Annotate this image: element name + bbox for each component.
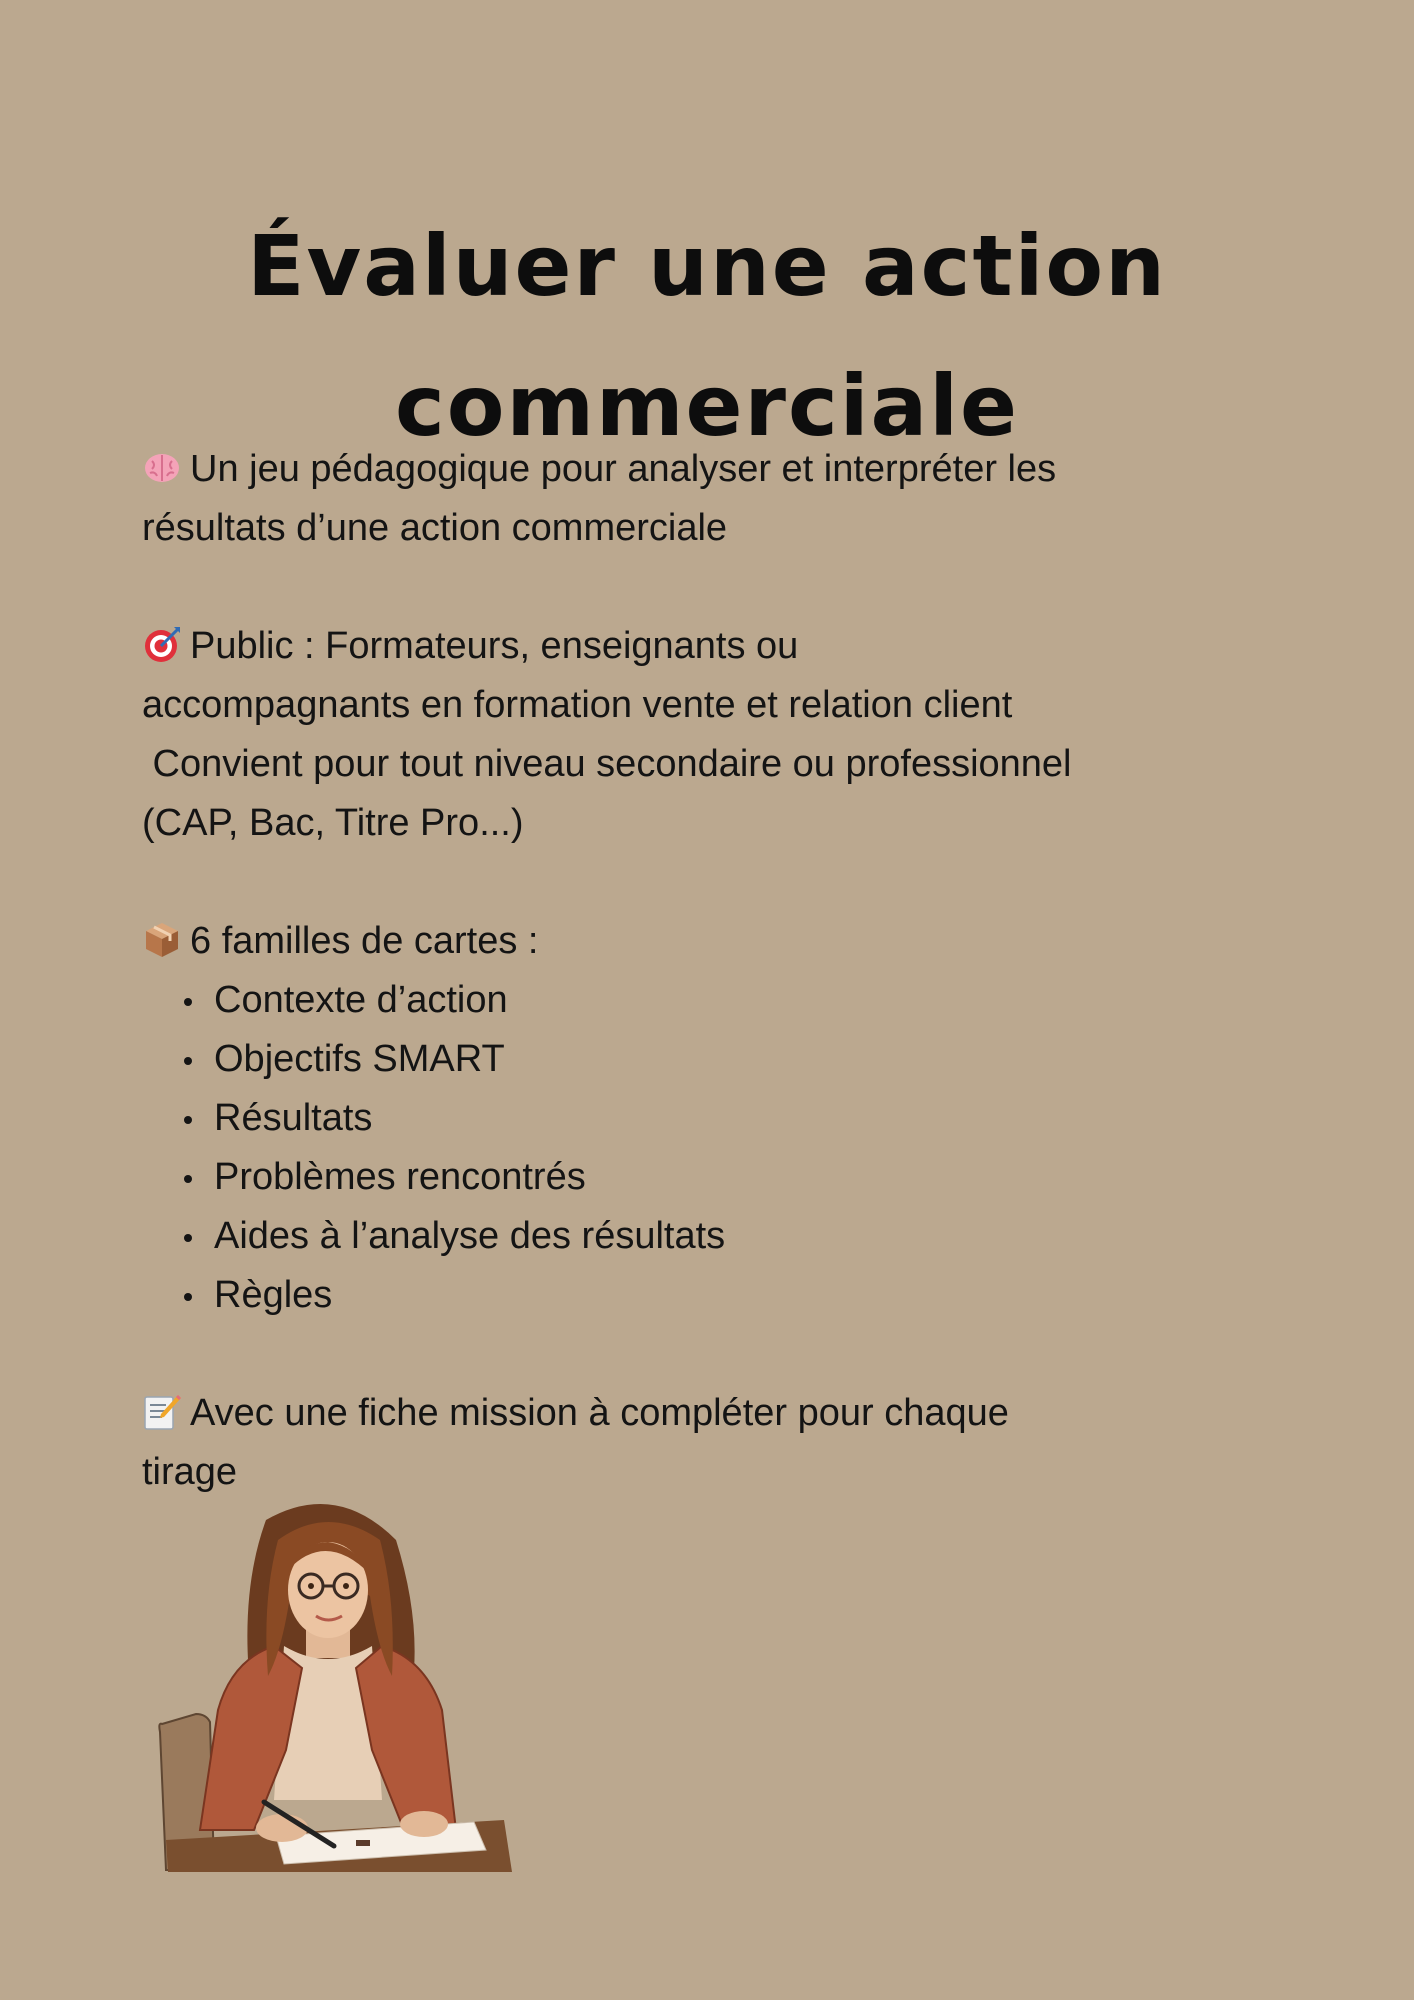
mission-line-1: Avec une fiche mission à compléter pour chaque <box>190 1392 1009 1434</box>
audience-line-2: accompagnants en formation vente et relation client <box>142 684 1013 726</box>
list-item: Règles <box>214 1266 1302 1325</box>
list-item: Résultats <box>214 1089 1302 1148</box>
audience-line-1: Public : Formateurs, enseignants ou <box>190 625 799 667</box>
list-item: Problèmes rencontrés <box>214 1148 1302 1207</box>
audience-line-4: (CAP, Bac, Titre Pro...) <box>142 802 524 844</box>
audience-line-3: Convient pour tout niveau secondaire ou professionnel <box>142 743 1072 785</box>
page-title <box>0 196 1414 476</box>
intro-text-line-1: Un jeu pédagogique pour analyser et interpréter les <box>190 448 1057 490</box>
mission-paragraph <box>142 1384 1302 1502</box>
memo-icon <box>142 1391 182 1431</box>
mission-line-2: tirage <box>142 1451 238 1493</box>
families-heading: 6 familles de cartes : <box>190 920 539 962</box>
brain-icon <box>142 447 182 487</box>
families-section <box>142 912 1302 1325</box>
list-item: Objectifs SMART <box>214 1030 1302 1089</box>
list-item: Contexte d’action <box>214 971 1302 1030</box>
target-icon <box>142 624 182 664</box>
intro-paragraph <box>142 440 1302 558</box>
main-content <box>142 440 1302 1502</box>
audience-paragraph <box>142 617 1302 853</box>
title-line-2: commerciale <box>395 357 1019 456</box>
teacher-illustration <box>156 1500 516 1872</box>
title-line-1: Évaluer une action <box>247 217 1167 316</box>
families-list <box>142 971 1302 1325</box>
intro-text-line-2: résultats d’une action commerciale <box>142 507 728 549</box>
list-item: Aides à l’analyse des résultats <box>214 1207 1302 1266</box>
package-icon <box>142 919 182 959</box>
